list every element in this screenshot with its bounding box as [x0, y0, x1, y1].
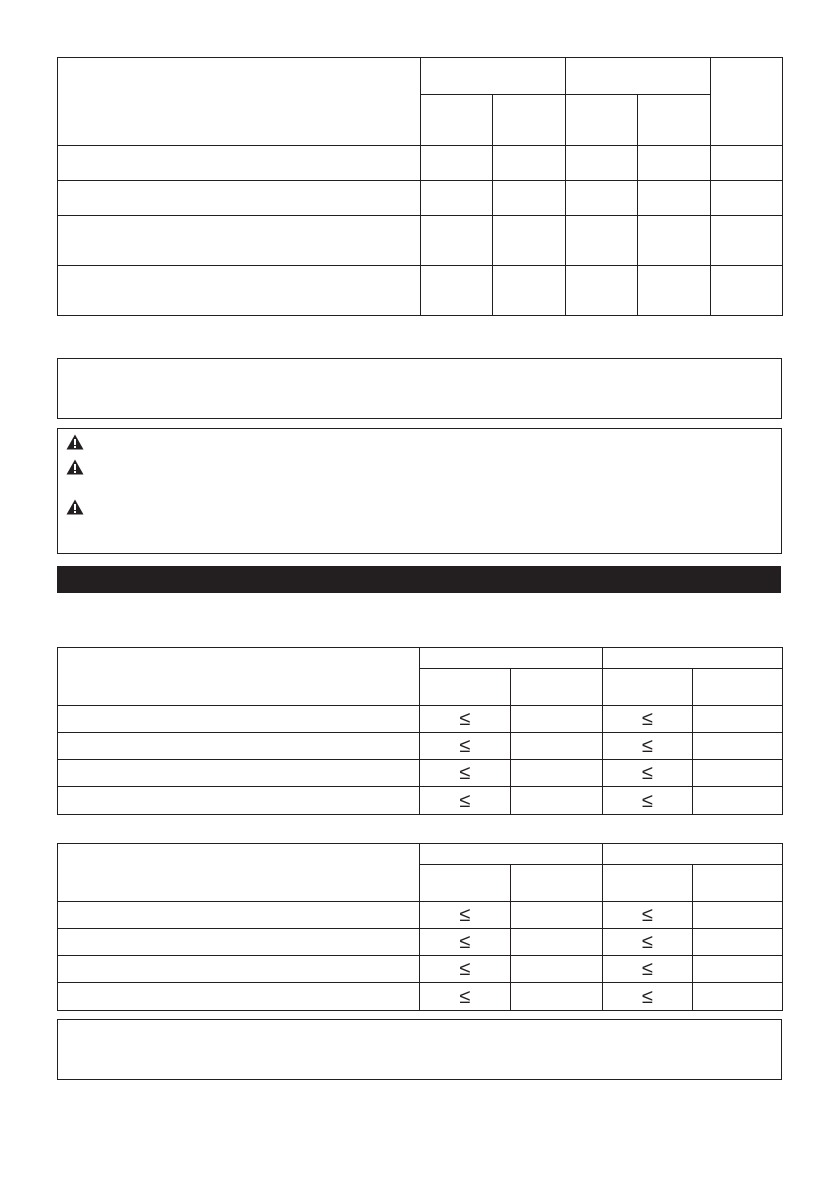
- spec-cell: [493, 216, 566, 266]
- less-equal-symbol: ≤: [420, 929, 511, 956]
- less-equal-symbol: ≤: [420, 956, 511, 983]
- noise-table-1: [57, 647, 783, 815]
- noise2-value-cell: [511, 983, 603, 1011]
- warning-triangle-icon: [66, 459, 84, 475]
- spec-subheader-cell: [566, 95, 638, 146]
- noise2-subheader-cell: [511, 865, 603, 902]
- table-row: [58, 181, 783, 216]
- table-row: [58, 706, 783, 733]
- spec-cell: [493, 266, 566, 316]
- spec-cell: [638, 181, 711, 216]
- noise1-value-cell: [511, 706, 603, 733]
- spec-cell: [421, 181, 493, 216]
- less-equal-symbol: ≤: [420, 760, 511, 787]
- spec-header-label-cell: [58, 58, 421, 146]
- spec-subheader-cell: [493, 95, 566, 146]
- spec-cell: [493, 181, 566, 216]
- less-equal-symbol: ≤: [420, 902, 511, 929]
- noise1-header-group-b: [603, 648, 783, 669]
- warning-triangle-icon: [66, 434, 84, 450]
- table-row: [58, 929, 783, 956]
- noise1-subheader-cell: [420, 669, 511, 706]
- noise2-value-cell: [693, 929, 783, 956]
- noise2-row-label: [58, 902, 420, 929]
- less-equal-symbol: ≤: [603, 760, 693, 787]
- spec-cell: [493, 146, 566, 181]
- noise1-header-label-cell: [58, 648, 420, 706]
- spec-table: [57, 57, 783, 316]
- noise1-value-cell: [693, 760, 783, 787]
- noise2-row-label: [58, 956, 420, 983]
- spec-subheader-cell: [421, 95, 493, 146]
- noise2-subheader-cell: [603, 865, 693, 902]
- noise1-value-cell: [693, 706, 783, 733]
- spec-cell: [421, 146, 493, 181]
- noise1-row-label: [58, 733, 420, 760]
- noise2-header-label-cell: [58, 844, 420, 902]
- spec-row-label: [58, 216, 421, 266]
- spec-header-group-a: [421, 58, 566, 95]
- noise-table-2: [57, 843, 783, 1011]
- less-equal-symbol: ≤: [603, 787, 693, 815]
- spec-header-last: [711, 58, 783, 146]
- table-row: [58, 956, 783, 983]
- noise1-value-cell: [693, 733, 783, 760]
- note-box: [57, 358, 782, 419]
- table-row: [58, 146, 783, 181]
- noise2-header-group-a: [420, 844, 603, 865]
- noise1-value-cell: [511, 760, 603, 787]
- noise2-value-cell: [693, 902, 783, 929]
- less-equal-symbol: ≤: [603, 733, 693, 760]
- spec-cell: [711, 181, 783, 216]
- spec-cell: [566, 216, 638, 266]
- noise1-subheader-cell: [693, 669, 783, 706]
- noise2-subheader-cell: [693, 865, 783, 902]
- spec-row-label: [58, 266, 421, 316]
- spec-cell: [566, 266, 638, 316]
- section-heading-bar: [57, 566, 781, 593]
- bottom-note-box: [57, 1019, 782, 1080]
- spec-cell: [638, 216, 711, 266]
- noise2-header-group-b: [603, 844, 783, 865]
- noise1-subheader-cell: [511, 669, 603, 706]
- noise1-value-cell: [511, 733, 603, 760]
- less-equal-symbol: ≤: [603, 983, 693, 1011]
- spec-subheader-cell: [638, 95, 711, 146]
- noise1-header-group-a: [420, 648, 603, 669]
- noise2-row-label: [58, 983, 420, 1011]
- less-equal-symbol: ≤: [603, 902, 693, 929]
- spec-cell: [566, 146, 638, 181]
- table-row: [58, 216, 783, 266]
- warning-box: [57, 428, 782, 554]
- spec-cell: [566, 181, 638, 216]
- less-equal-symbol: ≤: [603, 929, 693, 956]
- noise2-value-cell: [511, 956, 603, 983]
- noise2-row-label: [58, 929, 420, 956]
- noise2-value-cell: [511, 929, 603, 956]
- table-row: [58, 902, 783, 929]
- noise1-row-label: [58, 787, 420, 815]
- spec-row-label: [58, 146, 421, 181]
- spec-cell: [711, 216, 783, 266]
- less-equal-symbol: ≤: [420, 983, 511, 1011]
- noise2-subheader-cell: [420, 865, 511, 902]
- spec-row-label: [58, 181, 421, 216]
- less-equal-symbol: ≤: [420, 733, 511, 760]
- less-equal-symbol: ≤: [420, 787, 511, 815]
- noise1-value-cell: [693, 787, 783, 815]
- noise2-value-cell: [511, 902, 603, 929]
- noise1-subheader-cell: [603, 669, 693, 706]
- spec-cell: [638, 146, 711, 181]
- spec-cell: [638, 266, 711, 316]
- less-equal-symbol: ≤: [603, 956, 693, 983]
- table-row: [58, 983, 783, 1011]
- noise1-value-cell: [511, 787, 603, 815]
- noise1-row-label: [58, 760, 420, 787]
- spec-cell: [421, 266, 493, 316]
- noise1-row-label: [58, 706, 420, 733]
- spec-cell: [711, 266, 783, 316]
- less-equal-symbol: ≤: [420, 706, 511, 733]
- less-equal-symbol: ≤: [603, 706, 693, 733]
- warning-triangle-icon: [66, 499, 84, 515]
- noise2-value-cell: [693, 983, 783, 1011]
- spec-header-group-b: [566, 58, 711, 95]
- table-row: [58, 266, 783, 316]
- table-row: [58, 787, 783, 815]
- noise2-value-cell: [693, 956, 783, 983]
- spec-cell: [711, 146, 783, 181]
- table-row: [58, 760, 783, 787]
- table-row: [58, 733, 783, 760]
- spec-cell: [421, 216, 493, 266]
